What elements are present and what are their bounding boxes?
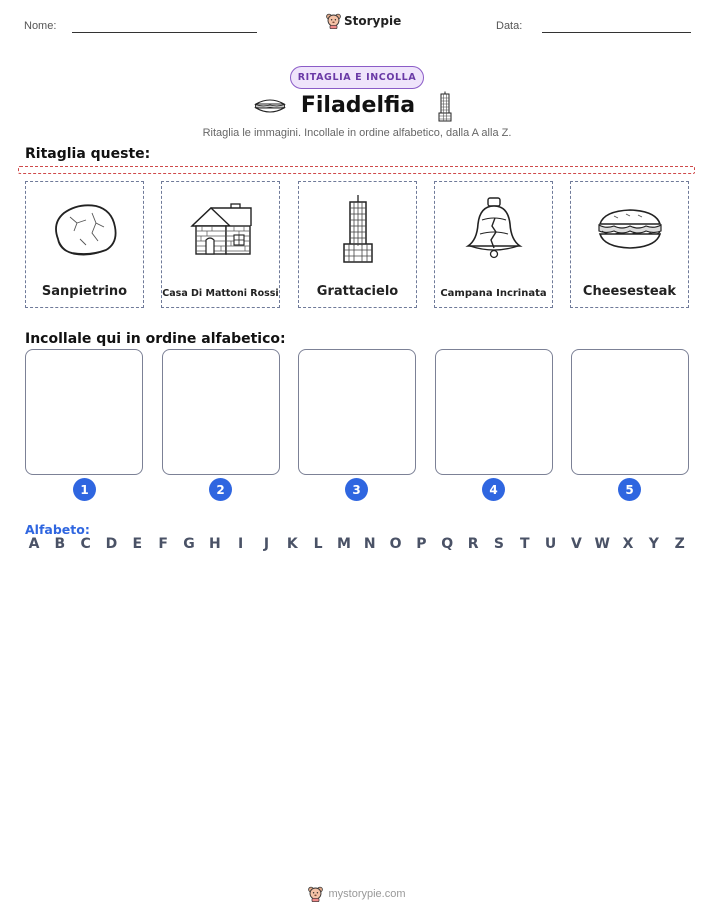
alphabet-letter: T <box>519 536 530 552</box>
alphabet-row <box>26 536 688 552</box>
cheesesteak-icon <box>596 207 664 251</box>
alphabet-letter: U <box>544 536 557 552</box>
card-label: Campana Incrinata <box>440 288 547 299</box>
slot-number-2: 2 <box>209 478 232 501</box>
alphabet-letter: R <box>467 536 479 552</box>
alphabet-letter: K <box>286 536 298 552</box>
instructions-text: Ritaglia le immagini. Incollale in ordine alfabetico, dalla A alla Z. <box>202 127 512 139</box>
activity-badge: RITAGLIA E INCOLLA <box>290 66 424 89</box>
slot-number-4: 4 <box>482 478 505 501</box>
alphabet-letter: I <box>238 536 244 552</box>
card-casa-di-mattoni-rossi[interactable] <box>161 181 280 308</box>
date-line <box>542 32 691 33</box>
name-label: Nome: <box>24 20 57 32</box>
card-campana-incrinata[interactable] <box>434 181 553 308</box>
footer-url[interactable]: mystorypie.com <box>328 888 406 900</box>
alphabet-letter: A <box>28 536 40 552</box>
paste-slot-2[interactable] <box>162 349 280 475</box>
alphabet-letter: M <box>336 536 351 552</box>
slot-number-1: 1 <box>73 478 96 501</box>
card-cheesesteak[interactable] <box>570 181 689 308</box>
alphabet-letter: G <box>183 536 195 552</box>
date-label: Data: <box>496 20 523 32</box>
card-label: Cheesesteak <box>582 284 677 299</box>
skyscraper-icon <box>338 194 378 264</box>
slot-number-5: 5 <box>618 478 641 501</box>
cracked-bell-icon <box>462 196 526 262</box>
paste-section-title: Incollale qui in ordine alfabetico: <box>25 331 286 347</box>
alphabet-letter: V <box>570 536 582 552</box>
skyscraper-title-icon <box>437 91 453 123</box>
card-sanpietrino[interactable] <box>25 181 144 308</box>
alphabet-letter: B <box>54 536 66 552</box>
alphabet-letter: E <box>132 536 143 552</box>
card-label: Grattacielo <box>316 284 399 299</box>
alphabet-letter: H <box>208 536 221 552</box>
alphabet-letter: F <box>158 536 168 552</box>
paste-slot-3[interactable] <box>298 349 416 475</box>
logo-text: Storypie <box>344 14 402 28</box>
paste-slot-4[interactable] <box>435 349 553 475</box>
alphabet-letter: N <box>363 536 376 552</box>
alphabet-letter: O <box>389 536 402 552</box>
paste-slot-5[interactable] <box>571 349 689 475</box>
cobblestone-icon <box>50 201 120 257</box>
bear-logo-icon <box>326 13 341 29</box>
alphabet-letter: D <box>105 536 118 552</box>
card-grattacielo[interactable] <box>298 181 417 308</box>
page-title: Filadelfia <box>300 93 416 118</box>
alphabet-letter: X <box>622 536 634 552</box>
alphabet-letter: Z <box>674 536 685 552</box>
name-line <box>72 32 257 33</box>
alphabet-letter: L <box>313 536 323 552</box>
cheesesteak-title-icon <box>254 97 286 115</box>
paste-slot-1[interactable] <box>25 349 143 475</box>
cut-line <box>18 166 695 174</box>
alphabet-letter: W <box>594 536 610 552</box>
alphabet-letter: P <box>416 536 427 552</box>
bear-logo-icon <box>308 886 323 902</box>
footer <box>0 886 714 902</box>
alphabet-title: Alfabeto: <box>25 522 90 537</box>
slot-number-3: 3 <box>345 478 368 501</box>
brick-house-icon <box>189 200 253 258</box>
card-label: Casa Di Mattoni Rossi <box>162 288 279 299</box>
alphabet-letter: Q <box>441 536 454 552</box>
cut-section-title: Ritaglia queste: <box>25 146 151 162</box>
card-label: Sanpietrino <box>41 284 128 299</box>
alphabet-letter: Y <box>648 536 659 552</box>
alphabet-letter: C <box>80 536 91 552</box>
storypie-logo <box>326 13 401 29</box>
alphabet-letter: J <box>263 536 270 552</box>
alphabet-letter: S <box>493 536 504 552</box>
